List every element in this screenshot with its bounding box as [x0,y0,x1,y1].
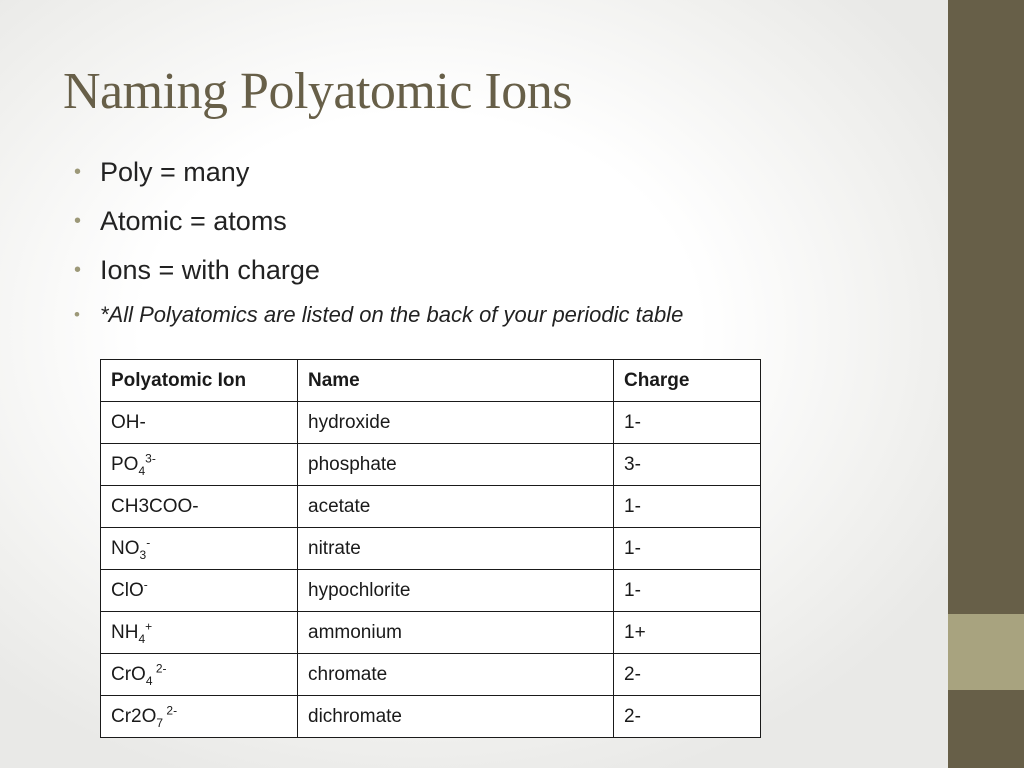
bullet-dot-icon: • [74,210,82,232]
slide-title: Naming Polyatomic Ions [63,63,572,120]
ion-formula: $PO_4^{3-}$ [101,444,298,486]
bullet-dot-icon: • [74,305,80,324]
ion-name: hypochlorite [298,570,614,612]
polyatomic-ion-table [100,359,761,738]
bullet-item [74,201,683,250]
bullet-text: Poly = many [100,157,250,187]
ion-formula: CrO$_4$ $^{2-}$ [101,654,298,696]
bullet-item-note [74,299,683,331]
ion-formula: $NH_4^+$ [101,612,298,654]
ion-name: chromate [298,654,614,696]
table-row [101,654,761,696]
ion-name: dichromate [298,696,614,738]
ion-charge: 1- [614,528,761,570]
side-accent-block [948,614,1024,690]
table-row [101,570,761,612]
ion-charge: 3- [614,444,761,486]
ion-formula: OH- [101,402,298,444]
ion-name: phosphate [298,444,614,486]
table-row [101,486,761,528]
bullet-dot-icon: • [74,259,82,281]
ion-charge: 1- [614,402,761,444]
ion-formula: $NO_3^-$ [101,528,298,570]
table-row [101,696,761,738]
ion-formula: CH3COO- [101,486,298,528]
table-row [101,444,761,486]
bullet-text: Ions = with charge [100,255,320,285]
bullet-list [74,152,683,331]
ion-charge: 1- [614,486,761,528]
table-row [101,612,761,654]
ion-charge: 2- [614,654,761,696]
ion-formula: $Cr2O_7$ $^{2-}$ [101,696,298,738]
bullet-dot-icon: • [74,161,82,183]
table-row [101,528,761,570]
ion-name: hydroxide [298,402,614,444]
ion-formula: ClO- [101,570,298,612]
ion-name: acetate [298,486,614,528]
ion-charge: 1+ [614,612,761,654]
ion-charge: 1- [614,570,761,612]
table-header-row [101,360,761,402]
table-row [101,402,761,444]
ion-name: ammonium [298,612,614,654]
column-header-name: Name [298,360,614,402]
bullet-item [74,152,683,201]
bullet-item [74,250,683,299]
ion-charge: 2- [614,696,761,738]
column-header-charge: Charge [614,360,761,402]
bullet-text: Atomic = atoms [100,206,287,236]
ion-name: nitrate [298,528,614,570]
column-header-ion: Polyatomic Ion [101,360,298,402]
bullet-text: *All Polyatomics are listed on the back of your periodic table [100,302,684,327]
